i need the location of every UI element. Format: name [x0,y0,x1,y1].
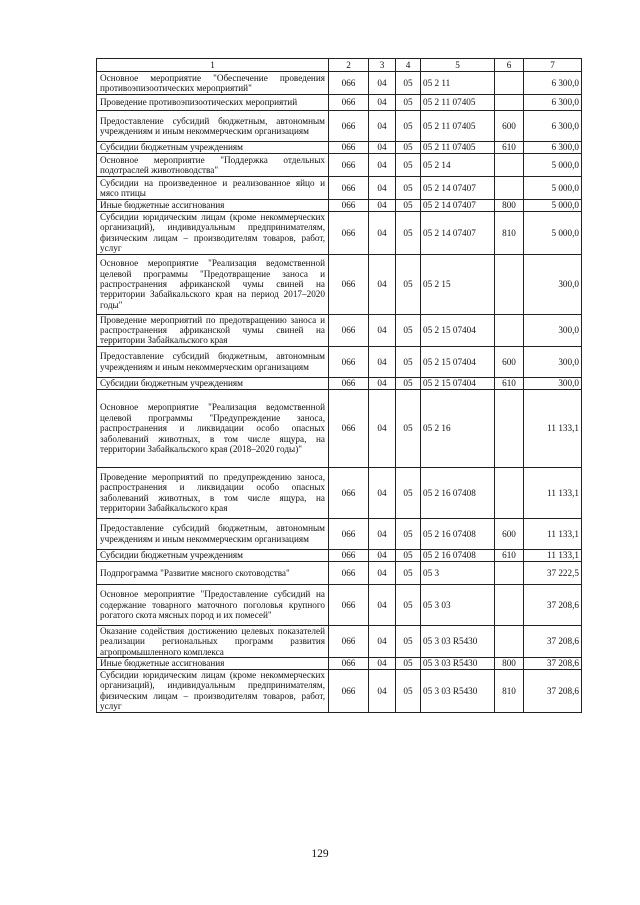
target-article-code: 05 2 11 [421,72,495,95]
row-name: Основное мероприятие "Реализация ведомственной целевой программы "Предупреждение заноса, распространения и ликвидации особо опасных заболеваний животных, в том числе ящура, на территории Забайкальского края (2018–2020 годы)" [97,389,329,467]
grbs-code: 066 [329,670,369,713]
target-article-code: 05 2 15 [421,254,495,314]
grbs-code: 066 [329,314,369,346]
section-code: 04 [369,561,396,584]
amount: 5 000,0 [524,177,582,200]
table-row [97,142,582,154]
row-name: Основное мероприятие "Предоставление субсидий на содержание товарного маточного поголовья крупного рогатого скота мясных пород и их помесей" [97,584,329,625]
target-article-code: 05 2 15 07404 [421,314,495,346]
section-code: 04 [369,212,396,255]
grbs-code: 066 [329,177,369,200]
row-name: Иные бюджетные ассигнования [97,658,329,670]
table-row [97,518,582,549]
target-article-code: 05 2 14 [421,154,495,177]
row-name: Субсидии на произведенное и реализованное яйцо и мясо птицы [97,177,329,200]
section-code: 04 [369,467,396,518]
grbs-code: 066 [329,95,369,111]
grbs-code: 066 [329,625,369,657]
table-row [97,95,582,111]
amount: 6 300,0 [524,95,582,111]
expense-type-code [495,254,524,314]
header-row [97,59,582,72]
column-header: 3 [369,59,396,72]
target-article-code: 05 2 16 07408 [421,518,495,549]
row-name: Субсидии юридическим лицам (кроме некоммерческих организаций), индивидуальным предпринимателям, физическим лицам – производителям товаров, работ, услуг [97,670,329,713]
row-name: Предоставление субсидий бюджетным, автономным учреждениям и иным некоммерческим организациям [97,346,329,377]
section-code: 04 [369,518,396,549]
table-row [97,561,582,584]
amount: 300,0 [524,346,582,377]
target-article-code: 05 3 [421,561,495,584]
section-code: 04 [369,314,396,346]
target-article-code: 05 2 16 07408 [421,467,495,518]
target-article-code: 05 2 11 07405 [421,95,495,111]
expense-type-code: 600 [495,346,524,377]
table-row [97,314,582,346]
expense-type-code: 810 [495,670,524,713]
row-name: Проведение противоэпизоотических мероприятий [97,95,329,111]
grbs-code: 066 [329,561,369,584]
grbs-code: 066 [329,200,369,212]
subsection-code: 05 [396,561,421,584]
expense-type-code: 600 [495,518,524,549]
expense-type-code [495,72,524,95]
expense-type-code [495,389,524,467]
amount: 300,0 [524,254,582,314]
grbs-code: 066 [329,254,369,314]
amount: 6 300,0 [524,111,582,142]
grbs-code: 066 [329,111,369,142]
amount: 5 000,0 [524,154,582,177]
row-name: Основное мероприятие "Реализация ведомственной целевой программы "Предотвращение заноса и распространения африканской чумы свиней на территории Забайкальского края на период 2017–2020 годы" [97,254,329,314]
expense-type-code: 610 [495,377,524,389]
amount: 11 133,1 [524,389,582,467]
grbs-code: 066 [329,377,369,389]
expense-type-code: 600 [495,111,524,142]
section-code: 04 [369,177,396,200]
grbs-code: 066 [329,584,369,625]
section-code: 04 [369,95,396,111]
expense-type-code [495,467,524,518]
amount: 11 133,1 [524,467,582,518]
amount: 6 300,0 [524,142,582,154]
subsection-code: 05 [396,549,421,561]
subsection-code: 05 [396,142,421,154]
grbs-code: 066 [329,72,369,95]
expense-type-code [495,154,524,177]
row-name: Субсидии бюджетным учреждениям [97,142,329,154]
budget-table [96,58,582,713]
subsection-code: 05 [396,254,421,314]
section-code: 04 [369,200,396,212]
target-article-code: 05 2 14 07407 [421,212,495,255]
subsection-code: 05 [396,346,421,377]
amount: 11 133,1 [524,549,582,561]
table-row [97,200,582,212]
section-code: 04 [369,142,396,154]
table-row [97,389,582,467]
grbs-code: 066 [329,467,369,518]
expense-type-code: 800 [495,200,524,212]
target-article-code: 05 2 15 07404 [421,346,495,377]
column-header: 5 [421,59,495,72]
table-row [97,154,582,177]
grbs-code: 066 [329,658,369,670]
expense-type-code [495,625,524,657]
subsection-code: 05 [396,467,421,518]
section-code: 04 [369,658,396,670]
subsection-code: 05 [396,212,421,255]
table-row [97,670,582,713]
amount: 37 222,5 [524,561,582,584]
grbs-code: 066 [329,518,369,549]
subsection-code: 05 [396,111,421,142]
target-article-code: 05 2 16 07408 [421,549,495,561]
column-header: 1 [97,59,329,72]
subsection-code: 05 [396,658,421,670]
table-row [97,625,582,657]
table-row [97,111,582,142]
column-header: 7 [524,59,582,72]
amount: 300,0 [524,314,582,346]
section-code: 04 [369,549,396,561]
target-article-code: 05 2 11 07405 [421,142,495,154]
expense-type-code: 610 [495,142,524,154]
section-code: 04 [369,625,396,657]
target-article-code: 05 3 03 R5430 [421,625,495,657]
amount: 300,0 [524,377,582,389]
target-article-code: 05 3 03 [421,584,495,625]
subsection-code: 05 [396,670,421,713]
target-article-code: 05 3 03 R5430 [421,670,495,713]
expense-type-code [495,314,524,346]
target-article-code: 05 3 03 R5430 [421,658,495,670]
table-row [97,584,582,625]
section-code: 04 [369,670,396,713]
subsection-code: 05 [396,200,421,212]
row-name: Оказание содействия достижению целевых показателей реализации региональных программ развития агропромышленного комплекса [97,625,329,657]
row-name: Проведение мероприятий по предотвращению заноса и распространения африканской чумы свиней на территории Забайкальского края [97,314,329,346]
row-name: Предоставление субсидий бюджетным, автономным учреждениям и иным некоммерческим организациям [97,111,329,142]
table-row [97,346,582,377]
grbs-code: 066 [329,212,369,255]
table-row [97,212,582,255]
section-code: 04 [369,72,396,95]
expense-type-code [495,584,524,625]
section-code: 04 [369,154,396,177]
section-code: 04 [369,111,396,142]
row-name: Субсидии бюджетным учреждениям [97,377,329,389]
subsection-code: 05 [396,389,421,467]
section-code: 04 [369,377,396,389]
table-row [97,549,582,561]
target-article-code: 05 2 11 07405 [421,111,495,142]
subsection-code: 05 [396,72,421,95]
subsection-code: 05 [396,177,421,200]
subsection-code: 05 [396,377,421,389]
grbs-code: 066 [329,154,369,177]
target-article-code: 05 2 15 07404 [421,377,495,389]
table-row [97,467,582,518]
column-header: 6 [495,59,524,72]
amount: 6 300,0 [524,72,582,95]
amount: 37 208,6 [524,658,582,670]
section-code: 04 [369,389,396,467]
expense-type-code: 810 [495,212,524,255]
row-name: Проведение мероприятий по предупреждению заноса, распространения и ликвидации особо опасных заболеваний животных, в том числе ящура, на территории Забайкальского края [97,467,329,518]
section-code: 04 [369,346,396,377]
amount: 5 000,0 [524,212,582,255]
section-code: 04 [369,254,396,314]
amount: 37 208,6 [524,670,582,713]
table-row [97,658,582,670]
target-article-code: 05 2 14 07407 [421,177,495,200]
amount: 37 208,6 [524,584,582,625]
row-name: Основное мероприятие "Поддержка отдельных подотраслей животноводства" [97,154,329,177]
table-body [97,72,582,713]
target-article-code: 05 2 16 [421,389,495,467]
grbs-code: 066 [329,389,369,467]
row-name: Предоставление субсидий бюджетным, автономным учреждениям и иным некоммерческим организациям [97,518,329,549]
amount: 11 133,1 [524,518,582,549]
row-name: Иные бюджетные ассигнования [97,200,329,212]
target-article-code: 05 2 14 07407 [421,200,495,212]
subsection-code: 05 [396,154,421,177]
amount: 37 208,6 [524,625,582,657]
subsection-code: 05 [396,518,421,549]
row-name: Подпрограмма "Развитие мясного скотоводства" [97,561,329,584]
grbs-code: 066 [329,346,369,377]
column-header: 2 [329,59,369,72]
subsection-code: 05 [396,95,421,111]
row-name: Основное мероприятие "Обеспечение проведения противоэпизоотических мероприятий" [97,72,329,95]
table-row [97,377,582,389]
table-row [97,72,582,95]
section-code: 04 [369,584,396,625]
row-name: Субсидии бюджетным учреждениям [97,549,329,561]
subsection-code: 05 [396,584,421,625]
expense-type-code: 800 [495,658,524,670]
subsection-code: 05 [396,625,421,657]
table-row [97,177,582,200]
table-row [97,254,582,314]
subsection-code: 05 [396,314,421,346]
column-header: 4 [396,59,421,72]
expense-type-code [495,177,524,200]
amount: 5 000,0 [524,200,582,212]
page-number: 129 [311,848,329,860]
expense-type-code [495,95,524,111]
row-name: Субсидии юридическим лицам (кроме некоммерческих организаций), индивидуальным предпринимателям, физическим лицам – производителям товаров, работ, услуг [97,212,329,255]
grbs-code: 066 [329,549,369,561]
expense-type-code: 610 [495,549,524,561]
grbs-code: 066 [329,142,369,154]
expense-type-code [495,561,524,584]
